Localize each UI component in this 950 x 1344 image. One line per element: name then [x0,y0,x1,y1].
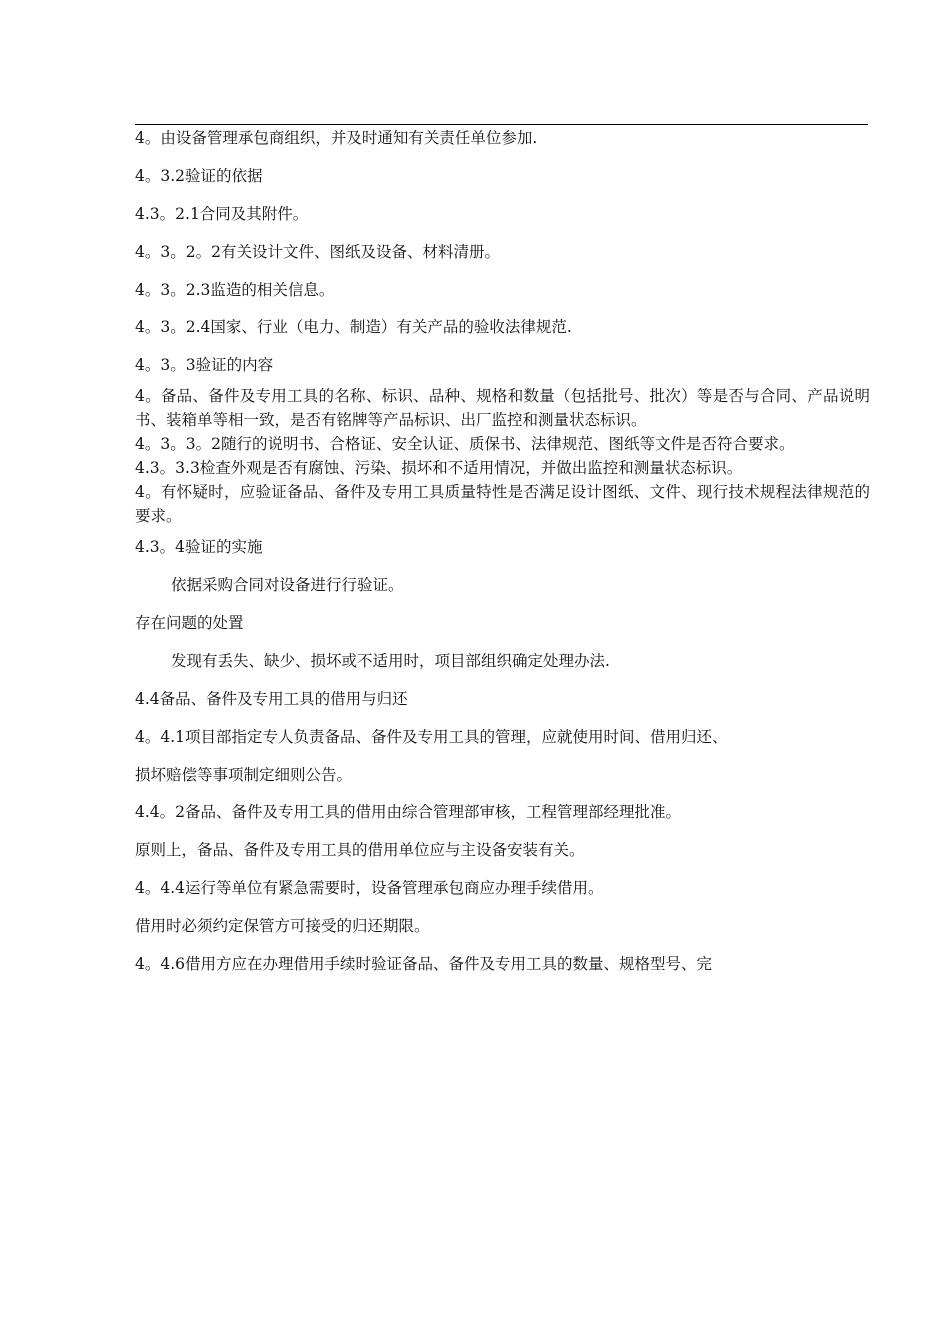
text-line: 4。4.4运行等单位有紧急需要时，设备管理承包商应办理手续借用。 [135,879,604,898]
section-heading: 4.3。4验证的实施 [135,538,263,557]
text-line: 4.3。2.1合同及其附件。 [135,204,309,223]
text-line: 4.4。2备品、备件及专用工具的借用由综合管理部审核，工程管理部经理批准。 [135,803,682,822]
text-line: 4。4.1项目部指定专人负责备品、备件及专用工具的管理，应就使用时间、借用归还、 [135,727,728,746]
text-line: 损坏赔偿等事项制定细则公告。 [135,765,353,784]
text-line: 借用时必须约定保管方可接受的归还期限。 [135,917,430,936]
paragraph: 4。有怀疑时，应验证备品、备件及专用工具质量特性是否满足设计图纸、文件、现行技术规程法律规范的要求。 [135,483,870,526]
section-heading: 4。3。3验证的内容 [135,356,274,375]
text-line: 4。3。2.3监造的相关信息。 [135,280,335,299]
text-line: 依据采购合同对设备进行行验证。 [171,576,404,595]
paragraph: 4.3。3.3检查外观是否有腐蚀、污染、损坏和不适用情况，并做出监控和测量状态标识。 [135,459,743,478]
section-heading: 存在问题的处置 [135,614,244,633]
text-line: 4。3。2.4国家、行业（电力、制造）有关产品的验收法律规范. [135,318,572,337]
text-line: 4。4.6借用方应在办理借用手续时验证备品、备件及专用工具的数量、规格型号、完 [135,955,713,974]
header-rule [135,124,868,125]
paragraph: 4。备品、备件及专用工具的名称、标识、品种、规格和数量（包括批号、批次）等是否与合同、产品说明书、装箱单等相一致，是否有铭牌等产品标识、出厂监控和测量状态标识。 [135,387,870,430]
section-heading: 4.4备品、备件及专用工具的借用与归还 [135,689,408,708]
section-heading: 4。3.2验证的依据 [135,166,263,185]
text-line: 发现有丢失、缺少、损坏或不适用时，项目部组织确定处理办法. [171,651,610,670]
text-line: 4。由设备管理承包商组织，并及时通知有关责任单位参加. [135,129,538,147]
text-line: 4。3。2。2有关设计文件、图纸及设备、材料清册。 [135,242,500,261]
text-line: 原则上，备品、备件及专用工具的借用单位应与主设备安装有关。 [135,841,585,860]
document-body [135,126,870,990]
paragraph: 4。3。3。2随行的说明书、合格证、安全认证、质保书、法律规范、图纸等文件是否符合要求。 [135,435,795,454]
